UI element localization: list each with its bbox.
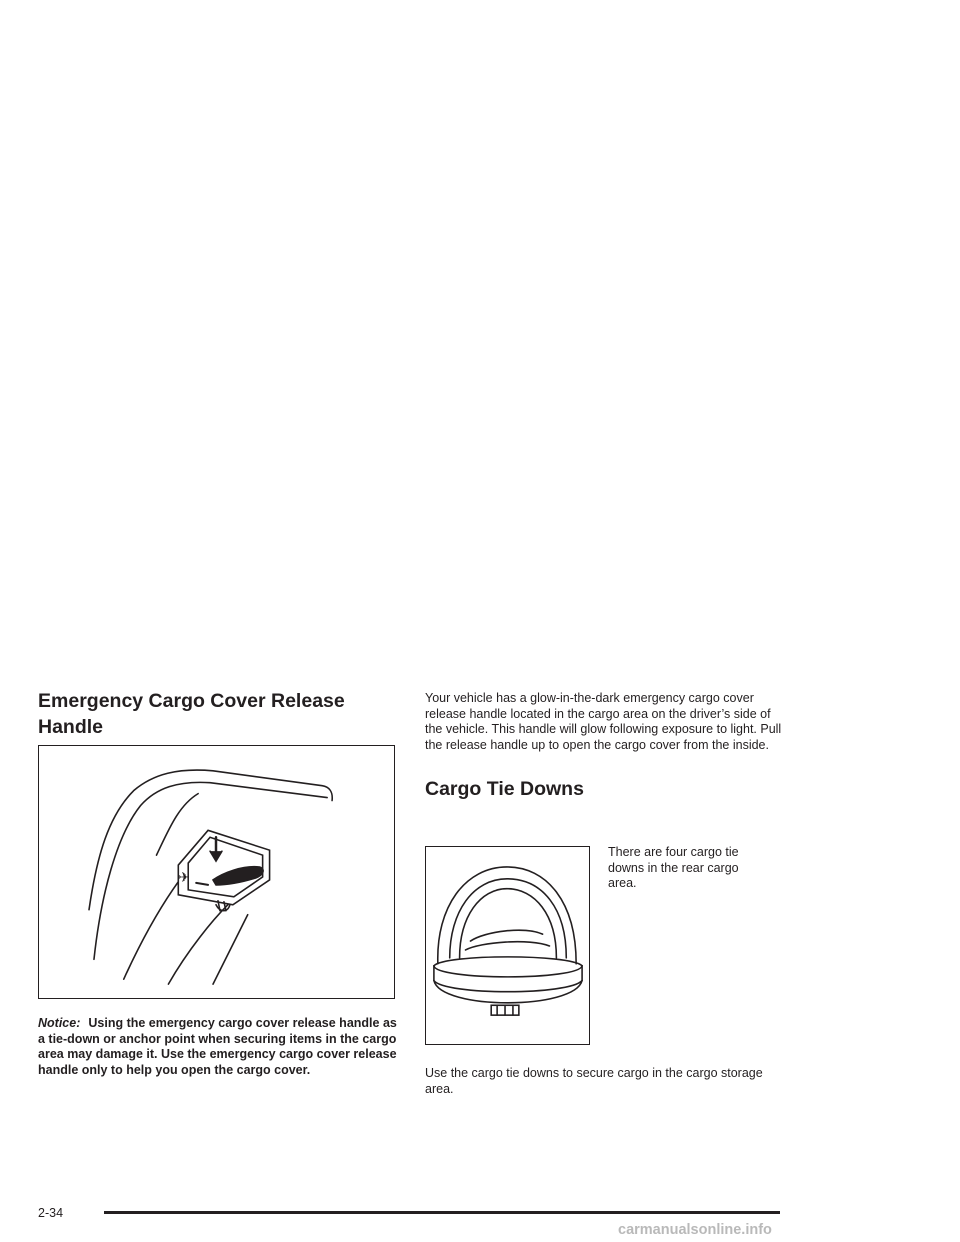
tie-down-usage-text: Use the cargo tie downs to secure cargo in the cargo storage area. — [425, 1066, 763, 1096]
section-title-emergency-release — [38, 688, 393, 740]
page-number: 2-34 — [38, 1206, 64, 1220]
svg-text:✈: ✈ — [178, 869, 190, 886]
release-handle-illustration — [38, 745, 395, 999]
notice-block — [38, 1016, 398, 1078]
title-line-1: Emergency Cargo Cover Release — [38, 690, 345, 712]
watermark-link[interactable]: carmanualsonline.info — [618, 1222, 772, 1238]
section-title-tie-downs: Cargo Tie Downs — [425, 778, 584, 800]
tie-down-illustration — [425, 846, 590, 1045]
tie-down-count-text: There are four cargo tie downs in the rear cargo area. — [608, 845, 739, 891]
notice-label: Notice: — [38, 1016, 81, 1030]
notice-text: Using the emergency cargo cover release handle as a tie-down or anchor point when securing items in the cargo area may damage it. Use the emergency cargo cover release handle only to help you open the cargo cover. — [38, 1016, 397, 1077]
title-line-2: Handle — [38, 716, 104, 738]
release-handle-description: Your vehicle has a glow-in-the-dark emergency cargo cover release handle located in the cargo area on the driver’s side of the vehicle. This handle will glow following exposure to light. Pull the release handle up to open the cargo cover from the inside. — [425, 691, 782, 752]
footer-rule — [104, 1211, 780, 1214]
